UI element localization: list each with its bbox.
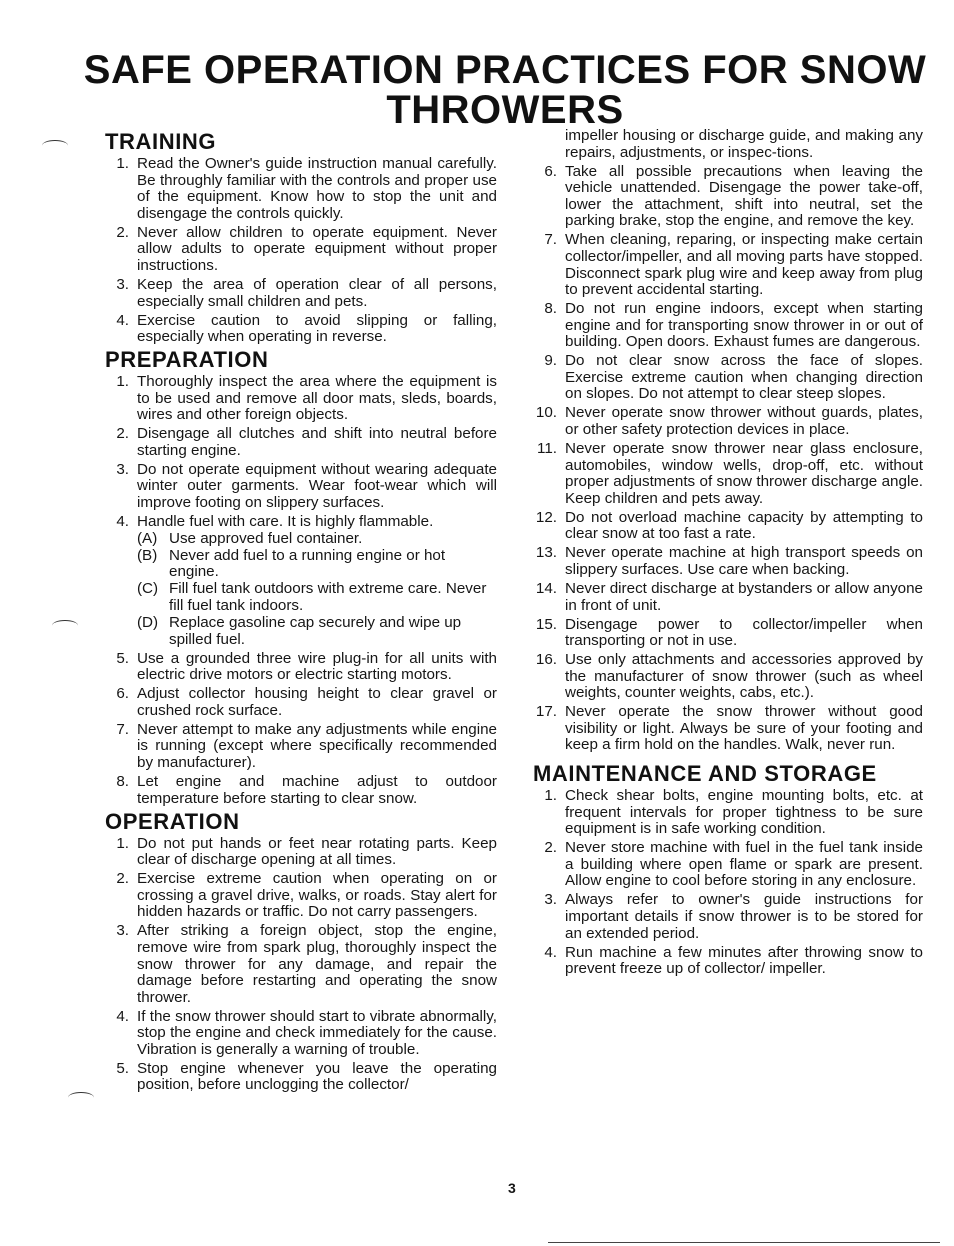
margin-mark [68, 1092, 94, 1103]
fuel-sublist [137, 531, 497, 649]
list-item: 1. Thoroughly inspect the area where the equipment is to be used and remove all door mats, sleds, boards, wires and other foreign objects. [116, 373, 497, 424]
list-item: 2. Never allow children to operate equipment. Never allow adults to operate equipment without proper instructions. [116, 223, 497, 274]
list-item: 5. Stop engine whenever you leave the operating position, before unclogging the collector/ [116, 1059, 497, 1094]
section-heading-operation: OPERATION [105, 808, 240, 834]
maintenance-list [533, 788, 923, 978]
training-list [105, 156, 497, 346]
operation-list [105, 836, 497, 1094]
preparation-list [105, 374, 497, 807]
list-item: 4. Run machine a few minutes after throwing snow to prevent freeze up of collector/ impeller. [544, 943, 923, 978]
section-heading-preparation: PREPARATION [105, 347, 269, 373]
sub-list-item: (B) Never add fuel to a running engine or hot engine. [137, 546, 446, 581]
right-column [533, 128, 923, 980]
list-item: 4. Handle fuel with care. It is highly flammable. (A) Use approved fuel container. (B) Never add fuel to a running engine or hot engine. (C) Fill fuel tank outdoors with extreme care. Never fill fuel tank indoors. (D) Replace gasoline cap securely and wipe up spilled fuel. [105, 514, 497, 648]
list-item: 6. Adjust collector housing height to clear gravel or crushed rock surface. [116, 685, 497, 719]
list-item: 12. Do not overload machine capacity by attempting to clear snow at too fast a rate. [535, 508, 923, 543]
list-item: 5. Use a grounded three wire plug-in for all units with electric drive motors or electric starting motors. [116, 649, 497, 684]
page-title: SAFE OPERATION PRACTICES FOR SNOW THROWERS [83, 48, 927, 132]
list-item: 4. Exercise caution to avoid slipping or falling, especially when operating in reverse. [116, 311, 497, 346]
list-item: 3. Keep the area of operation clear of all persons, especially small children and pets. [116, 275, 497, 310]
list-item: 7. When cleaning, reparing, or inspecting make certain collector/impeller, and all moving parts have stopped. Disconnect spark plug wire and keep away from plug to prevent accidental starting. [544, 231, 923, 299]
sub-list-item: (A) Use approved fuel container. [137, 529, 363, 547]
list-item: 4. If the snow thrower should start to vibrate abnormally, stop the engine and check immediately for the cause. Vibration is generally a warning of trouble. [116, 1007, 497, 1058]
list-item: 2. Disengage all clutches and shift into neutral before starting engine. [116, 425, 497, 459]
margin-mark [42, 140, 68, 151]
list-item: 6. Take all possible precautions when leaving the vehicle unattended. Disengage the power take-off, lower the attachment, shift into neutral, set the parking brake, stop the engine, and remove the key. [544, 162, 923, 230]
list-item: 2. Exercise extreme caution when operating on or crossing a gravel drive, walks, or roads. Stay alert for hidden hazards or traffic. Do not carry passengers. [116, 870, 497, 921]
list-item: 8. Let engine and machine adjust to outdoor temperature before starting to clear snow. [116, 772, 497, 807]
list-item: 8. Do not run engine indoors, except when starting engine and for transporting snow thrower in or out of building. Open doors. Exhaust fumes are dangerous. [544, 300, 923, 351]
list-item: 15. Disengage power to collector/impeller when transporting or not in use. [535, 615, 923, 650]
list-item: 17. Never operate the snow thrower without good visibility or light. Always be sure of your footing and keep a firm hold on the handles. Walk, never run. [535, 703, 923, 754]
footer-rule [548, 1242, 940, 1243]
section-heading-maintenance: MAINTENANCE AND STORAGE [533, 761, 877, 787]
left-column [105, 128, 497, 1096]
list-item: 1. Read the Owner's guide instruction manual carefully. Be throughly familiar with the controls and proper use of the equipment. Know how to stop the unit and disengage the controls quickly. [116, 155, 497, 222]
list-item: 7. Never attempt to make any adjustments while engine is running (except where specifically recommended by manufacturer). [116, 720, 497, 771]
operation-list-continued [533, 164, 923, 754]
list-item: 3. Always refer to owner's guide instructions for important details if snow thrower is to be stored for an extended period. [544, 891, 923, 942]
list-item: 1. Check shear bolts, engine mounting bolts, etc. at frequent intervals for proper tightness to be sure equipment is in safe working condition. [544, 787, 923, 838]
page-number: 3 [508, 1180, 516, 1196]
list-item: 10. Never operate snow thrower without guards, plates, or other safety protection devices in place. [535, 404, 923, 439]
sub-list-item: (C) Fill fuel tank outdoors with extreme care. Never fill fuel tank indoors. [137, 580, 487, 614]
sub-list-item: (D) Replace gasoline cap securely and wipe up spilled fuel. [137, 614, 462, 648]
list-item: 16. Use only attachments and accessories approved by the manufacturer of snow thrower (such as wheel weights, counter weights, cabs, etc.). [535, 651, 923, 702]
list-item: 13. Never operate machine at high transport speeds on slippery surfaces. Use care when backing. [535, 544, 923, 578]
list-item: 2. Never store machine with fuel in the fuel tank inside a building where open flame or spark are present. Allow engine to cool before storing in any enclosure. [544, 839, 923, 890]
list-item: 9. Do not clear snow across the face of slopes. Exercise extreme caution when changing direction on slopes. Do not attempt to clear steep slopes. [544, 352, 923, 403]
operation-item-continuation: impeller housing or discharge guide, and making any repairs, adjustments, or inspec-tions. [565, 127, 923, 161]
list-item: 1. Do not put hands or feet near rotating parts. Keep clear of discharge opening at all times. [116, 834, 497, 869]
list-item: 3. Do not operate equipment without wearing adequate winter outer garments. Wear foot-wear which will improve footing on slippery surfaces. [116, 460, 497, 512]
list-item: 11. Never operate snow thrower near glass enclosure, automobiles, window wells, drop-off, etc. without proper adjustments of snow thrower discharge angle. Keep children and pets away. [537, 440, 923, 507]
section-heading-training: TRAINING [105, 129, 217, 154]
list-item: 14. Never direct discharge at bystanders or allow anyone in front of unit. [535, 579, 923, 614]
list-item: 3. After striking a foreign object, stop the engine, remove wire from spark plug, thoroughly inspect the snow thrower for any damage, and repair the damage before restarting and operating the snow thrower. [116, 922, 497, 1006]
margin-mark [52, 620, 78, 631]
